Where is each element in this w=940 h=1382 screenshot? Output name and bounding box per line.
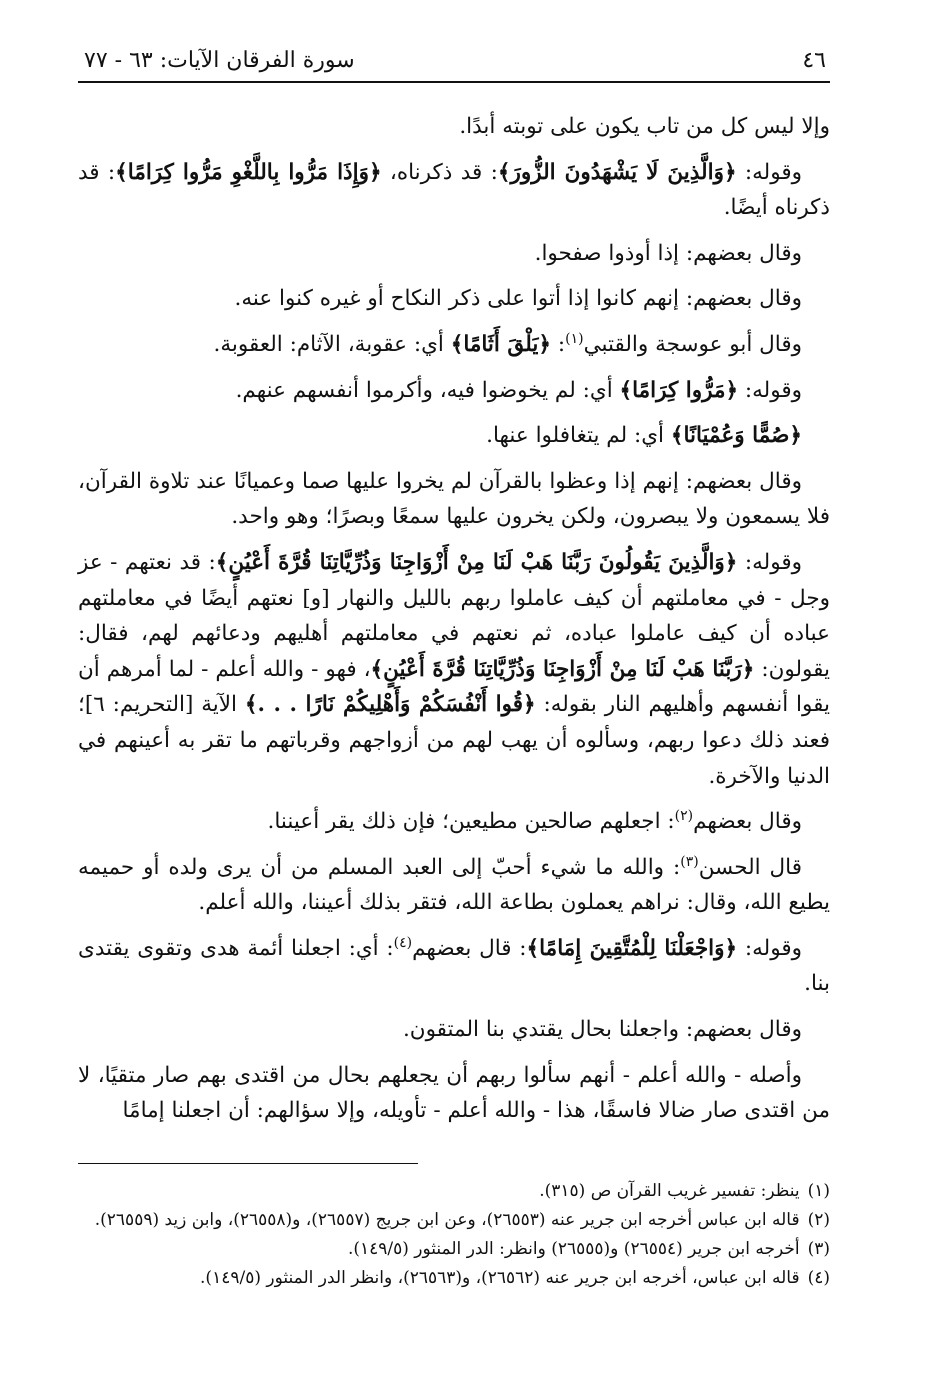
paragraph-2 <box>78 155 830 226</box>
paragraph-7 <box>78 418 830 454</box>
text: وقال بعضهم: إذا أوذوا صفحوا. <box>534 240 802 266</box>
paragraph-14 <box>78 1058 830 1129</box>
quran-verse: ﴿رَبَّنَا هَبْ لَنَا مِنْ أَزْوَاجِنَا وَذُرِّيَّاتِنَا قُرَّةَ أَعْيُنٍ﴾ <box>370 656 755 682</box>
footnote-text: ينظر: تفسير غريب القرآن ص (٣١٥). <box>539 1180 800 1201</box>
quran-verse: ﴿مَرُّوا كِرَامًا﴾ <box>619 377 739 403</box>
text: أي: لم يخوضوا فيه، وأكرموا أنفسهم عنهم. <box>235 377 620 403</box>
paragraph-13 <box>78 1012 830 1048</box>
paragraph-11 <box>78 850 830 921</box>
quran-verse: ﴿وَاجْعَلْنَا لِلْمُتَّقِينَ إِمَامًا﴾ <box>526 935 738 961</box>
footnote-ref: (٤) <box>393 934 413 951</box>
text: أي: لم يتغافلوا عنها. <box>486 423 671 449</box>
page-header <box>78 48 830 83</box>
text: وقال بعضهم: واجعلنا بحال يقتدي بنا المتقون. <box>402 1017 802 1043</box>
footnote-divider <box>78 1163 418 1164</box>
paragraph-5 <box>78 327 830 363</box>
paragraph-9 <box>78 545 830 794</box>
footnote-1 <box>78 1178 830 1205</box>
text: : قد ذكرناه، <box>381 159 498 185</box>
text: وقال أبو عوسجة والقتبي <box>583 331 802 357</box>
text: وقال بعضهم: إنهم إذا وعظوا بالقرآن لم يخروا عليها صما وعميانًا عند تلاوة القرآن، فلا يسمعون ولا يبصرون، ولكن يخرون عليها سمعًا وبصرًا؛ وهو واحد. <box>78 468 830 530</box>
paragraph-4 <box>78 281 830 317</box>
text: : <box>551 331 566 357</box>
text: الآية [التحريم: ٦]؛ فعند ذلك دعوا ربهم، وسألوه أن يهب لهم من أزواجهم وقرباتهم ما تقر به أعينهم في الدنيا والآخرة. <box>78 692 830 789</box>
footnote-3 <box>78 1236 830 1263</box>
main-text <box>78 109 830 1129</box>
footnote-ref: (١) <box>565 330 584 347</box>
text: وأصله - والله أعلم - أنهم سألوا ربهم أن يجعلهم بحال من اقتدى بهم صار متقيًا، لا من اقتدى صار ضالا فاسقًا، هذا - والله أعلم - تأويله، وإلا سؤالهم: أن اجعلنا إمامًا <box>78 1062 830 1124</box>
text: وقوله: <box>737 935 802 961</box>
text: : والله ما شيء أحبّ إلى العبد المسلم من أن يرى ولده أو حميمه يطيع الله، وقال: نراهم يعملون بطاعة الله، فتقر بذلك أعيننا، والله أعلم. <box>78 854 830 916</box>
quran-verse: ﴿وَإِذَا مَرُّوا بِاللَّغْوِ مَرُّوا كِرَامًا﴾ <box>115 159 382 185</box>
footnote-number: (١) <box>807 1180 830 1201</box>
footnote-text: أخرجه ابن جرير (٢٦٥٥٤) و(٢٦٥٥٥) وانظر: الدر المنثور (١٤٩/٥). <box>347 1238 800 1259</box>
quran-verse: ﴿قُوا أَنْفُسَكُمْ وَأَهْلِيكُمْ نَارًا . . .﴾ <box>244 692 536 718</box>
quran-verse: ﴿صُمًّا وَعُمْيَانًا﴾ <box>670 423 802 449</box>
text: وقوله: <box>736 159 802 185</box>
text: : قال بعضهم <box>412 935 527 961</box>
running-title: سورة الفرقان الآيات: ٦٣ - ٧٧ <box>84 48 355 73</box>
text: وقال بعضهم: إنهم كانوا إذا أتوا على ذكر النكاح أو غيره كنوا عنه. <box>234 286 802 312</box>
footnote-2 <box>78 1207 830 1234</box>
quran-verse: ﴿وَالَّذِينَ يَقُولُونَ رَبَّنَا هَبْ لَنَا مِنْ أَزْوَاجِنَا وَذُرِّيَّاتِنَا قُرَّةَ أَعْيُنٍ﴾ <box>215 549 738 575</box>
text: قال الحسن <box>698 854 803 880</box>
text: وقوله: <box>738 377 802 403</box>
text: : قد ذكرناه أيضًا. <box>78 159 830 221</box>
footnote-number: (٤) <box>807 1267 830 1288</box>
quran-verse: ﴿وَالَّذِينَ لَا يَشْهَدُونَ الزُّورَ﴾ <box>497 159 737 185</box>
text: وإلا ليس كل من تاب يكون على توبته أبدًا. <box>459 114 830 139</box>
text: أي: عقوبة، الآثام: العقوبة. <box>213 331 451 357</box>
footnote-4 <box>78 1265 830 1292</box>
paragraph-12 <box>78 931 830 1002</box>
paragraph-10 <box>78 804 830 840</box>
footnote-number: (٢) <box>807 1209 830 1230</box>
footnote-ref: (٢) <box>674 807 694 824</box>
text: وقوله: <box>737 549 802 575</box>
text: : اجعلهم صالحين مطيعين؛ فإن ذلك يقر أعيننا. <box>267 809 675 835</box>
text: ، فهو - والله أعلم - لما أمرهم أن يقوا أنفسهم وأهليهم النار بقوله: <box>78 656 830 718</box>
text: : أي: اجعلنا أئمة هدى وتقوى يقتدى بنا. <box>78 935 830 997</box>
footnotes <box>78 1178 830 1292</box>
footnote-number: (٣) <box>807 1238 830 1259</box>
paragraph-6 <box>78 373 830 409</box>
footnote-ref: (٣) <box>680 853 699 870</box>
footnote-text: قاله ابن عباس أخرجه ابن جرير عنه (٢٦٥٥٣)، وعن ابن جريج (٢٦٥٥٧)، و(٢٦٥٥٨)، وابن زيد (٢٦٥٥٩). <box>94 1209 800 1230</box>
paragraph-8 <box>78 464 830 535</box>
page-number: ٤٦ <box>802 48 826 73</box>
text: : قد نعتهم - عز وجل - في معاملتهم أن كيف عاملوا ربهم بالليل والنهار [و] نعتهم أيضًا في معاملتهم عباده أن كيف عاملوا عباده، ثم نعتهم في معاملتهم أهليهم ودعائهم لهم، فقال: يقولون: <box>78 549 830 682</box>
paragraph-3 <box>78 236 830 272</box>
quran-verse: ﴿يَلْقَ أَثَامًا﴾ <box>450 331 552 357</box>
footnote-text: قاله ابن عباس، أخرجه ابن جرير عنه (٢٦٥٦٢)، و(٢٦٥٦٣)، وانظر الدر المنثور (١٤٩/٥). <box>200 1267 800 1288</box>
text: وقال بعضهم <box>693 809 802 835</box>
footnote-divider-wrap <box>78 1163 830 1164</box>
paragraph-1 <box>78 109 830 145</box>
